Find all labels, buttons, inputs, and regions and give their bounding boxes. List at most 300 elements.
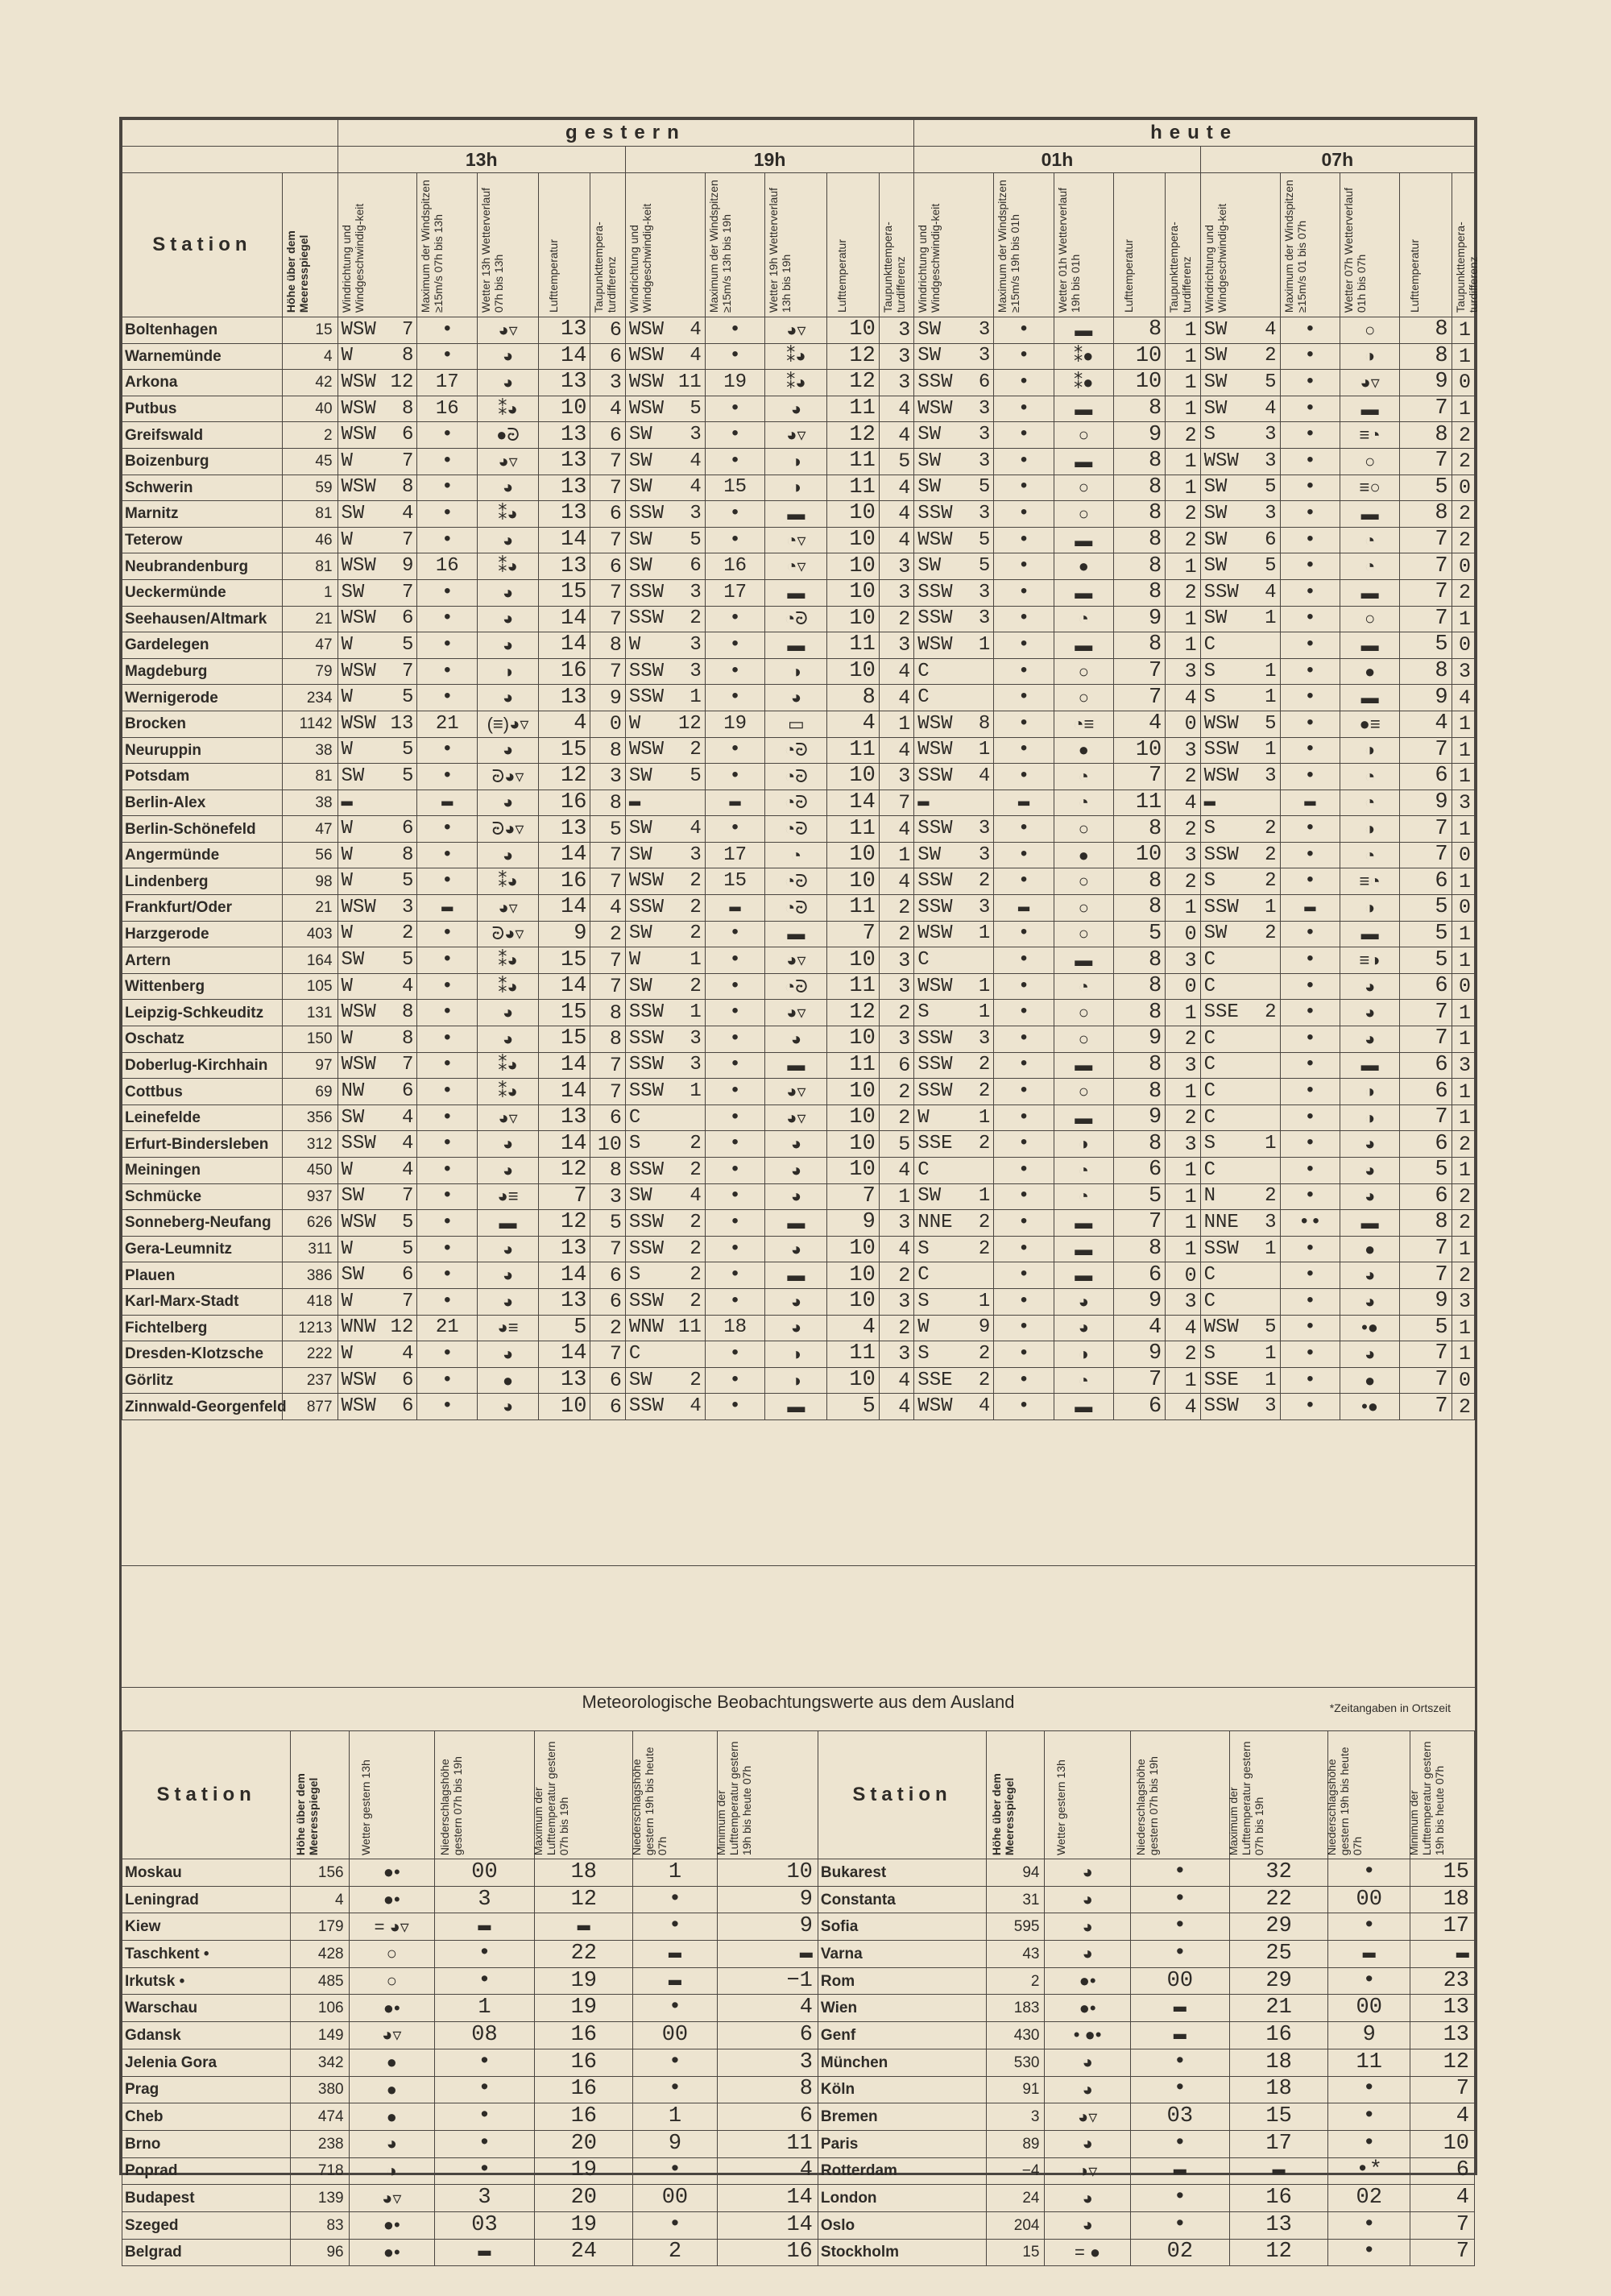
wind-cell — [625, 317, 705, 344]
wind-speed: 8 — [402, 843, 414, 866]
air-temperature: 10 — [1113, 343, 1166, 370]
wind-speed: 3 — [978, 581, 991, 603]
air-temperature: 11 — [827, 1341, 880, 1368]
foreign-row — [122, 1886, 1475, 1913]
dewpoint-diff: 4 — [879, 527, 913, 553]
wind-cell — [914, 1341, 994, 1368]
foreign-weather: ◕ — [1045, 2130, 1130, 2157]
wind-cell — [914, 1052, 994, 1079]
weather-symbol: ▬ — [765, 1394, 827, 1420]
dewpoint-diff: 0 — [1166, 973, 1200, 1000]
station-row — [122, 1183, 1475, 1210]
weather-symbol: ◕▿ — [765, 1000, 827, 1026]
wind-direction: WSW — [917, 633, 953, 656]
wind-direction: SSW — [628, 1001, 665, 1024]
air-temperature: 8 — [1113, 816, 1166, 843]
wind-speed: 4 — [402, 502, 414, 524]
dewpoint-diff: 3 — [1166, 1288, 1200, 1315]
air-temperature: 9 — [1399, 1288, 1452, 1315]
air-temperature: 6 — [1113, 1262, 1166, 1289]
weather-symbol: ◕ — [1340, 1183, 1400, 1210]
wind-speed: 5 — [402, 870, 414, 893]
weather-symbol: ◕ — [1054, 1315, 1113, 1341]
air-temperature: 10 — [538, 396, 590, 422]
air-temperature: 14 — [538, 527, 590, 553]
wind-cell — [1200, 553, 1280, 580]
weather-symbol: ○ — [1054, 1026, 1113, 1053]
station-height: 1 — [282, 579, 338, 606]
wind-cell — [338, 1104, 417, 1131]
wind-cell — [914, 1236, 994, 1262]
air-temperature: 8 — [1113, 501, 1166, 528]
blank-area — [122, 1565, 1475, 1688]
wind-direction: S — [1203, 870, 1216, 893]
wind-speed: 3 — [978, 843, 991, 866]
air-temperature: 6 — [1399, 868, 1452, 895]
dewpoint-diff: 1 — [1452, 343, 1474, 370]
max-gust: • — [705, 1288, 765, 1315]
foreign-station-height: 595 — [987, 1913, 1045, 1941]
wind-cell — [625, 1052, 705, 1079]
precip-day: 03 — [1130, 2103, 1229, 2131]
station-name: Doberlug-Kirchhain — [122, 1052, 283, 1079]
dewpoint-diff: 0 — [1452, 370, 1474, 396]
wind-cell — [914, 1026, 994, 1053]
wind-direction: C — [1203, 975, 1216, 997]
wind-speed: 2 — [978, 1237, 991, 1260]
foreign-weather: ◑ — [349, 2157, 434, 2185]
max-gust: • — [705, 685, 765, 711]
weather-symbol: ◕ — [1340, 973, 1400, 1000]
min-temperature: 9 — [717, 1886, 818, 1913]
wind-speed: 3 — [690, 1054, 702, 1076]
foreign-row — [122, 1941, 1475, 1968]
precip-day: • — [1130, 1913, 1229, 1941]
station-row — [122, 1210, 1475, 1237]
max-gust: 17 — [417, 370, 478, 396]
wind-cell — [338, 895, 417, 922]
dewpoint-diff: 0 — [590, 711, 625, 737]
max-gust: • — [705, 1210, 765, 1237]
max-temperature: 19 — [535, 2211, 633, 2239]
max-gust: 21 — [417, 1315, 478, 1341]
max-gust: ▬ — [417, 895, 478, 922]
wind-header: Windrichtung und Windgeschwindig-keit — [338, 173, 417, 317]
max-gust: • — [1280, 658, 1340, 685]
max-gust: • — [417, 501, 478, 528]
weather-symbol: ⁑◕ — [765, 370, 827, 396]
max-gust: • — [994, 1315, 1054, 1341]
dewpoint-diff: 4 — [590, 895, 625, 922]
max-gust: ▬ — [417, 790, 478, 816]
weather-symbol: ⁑● — [1054, 370, 1113, 396]
max-gust: • — [705, 1158, 765, 1184]
dewpoint-diff: 8 — [590, 1158, 625, 1184]
wind-speed: 3 — [978, 397, 991, 420]
wind-speed: 5 — [690, 765, 702, 787]
weather-symbol: ◕▿ — [478, 895, 539, 922]
weather-symbol: ◕ — [478, 1236, 539, 1262]
precip-night: 00 — [633, 2185, 717, 2212]
max-gust: • — [1280, 947, 1340, 974]
station-name: Meiningen — [122, 1158, 283, 1184]
max-gust: ▬ — [1280, 790, 1340, 816]
fh-ns1: Niederschlagshöhe gestern 07h bis 19h — [1130, 1731, 1229, 1859]
air-temperature: 10 — [827, 317, 880, 344]
dewpoint-diff: 4 — [879, 1158, 913, 1184]
precip-day: 03 — [434, 2211, 534, 2239]
max-gust: • — [1280, 1262, 1340, 1289]
air-temperature: 13 — [538, 1236, 590, 1262]
wind-cell — [625, 1288, 705, 1315]
wind-speed: 4 — [690, 1185, 702, 1208]
wind-cell — [338, 816, 417, 843]
precip-night: 00 — [1328, 1886, 1410, 1913]
air-temperature: 7 — [1399, 1367, 1452, 1394]
station-height: 81 — [282, 501, 338, 528]
air-temperature: 11 — [827, 396, 880, 422]
wind-speed: 12 — [390, 371, 414, 393]
wind-direction: W — [917, 1316, 930, 1339]
air-temperature: 7 — [1399, 396, 1452, 422]
dewpoint-diff: 3 — [879, 579, 913, 606]
station-name: Angermünde — [122, 842, 283, 868]
min-temperature: 7 — [1410, 2076, 1475, 2103]
dewpoint-diff: 4 — [879, 868, 913, 895]
wind-direction: WSW — [628, 397, 665, 420]
wind-direction: WSW — [341, 1054, 376, 1076]
wind-direction: C — [1203, 633, 1216, 656]
dewpoint-diff: 1 — [1166, 1367, 1200, 1394]
dewpoint-diff: 3 — [879, 1288, 913, 1315]
max-gust: 17 — [705, 842, 765, 868]
wind-cell — [914, 1262, 994, 1289]
wind-direction: SW — [341, 1106, 365, 1129]
weather-symbol: ● — [1340, 1236, 1400, 1262]
wind-cell — [1200, 370, 1280, 396]
dewpoint-diff: 3 — [879, 370, 913, 396]
precip-night: • — [633, 2157, 717, 2185]
wind-cell — [914, 317, 994, 344]
air-temperature: 10 — [827, 579, 880, 606]
max-temperature: 16 — [535, 2022, 633, 2049]
wind-direction: ▬ — [341, 791, 353, 814]
weather-symbol: ▬ — [1340, 579, 1400, 606]
wind-cell — [1200, 1367, 1280, 1394]
max-gust: • — [994, 448, 1054, 475]
station-name: Harzgerode — [122, 921, 283, 947]
wind-cell — [914, 1367, 994, 1394]
wind-speed: 6 — [402, 1369, 414, 1391]
wind-direction: C — [917, 1158, 930, 1181]
weather-symbol: ◕ — [765, 1183, 827, 1210]
wind-speed: 2 — [978, 1211, 991, 1233]
wind-direction: SSW — [917, 870, 953, 893]
precip-day: • — [1130, 2185, 1229, 2212]
wind-direction: SW — [628, 975, 652, 997]
wind-direction: SW — [917, 843, 942, 866]
max-gust: • — [705, 606, 765, 632]
dewpoint-diff: 2 — [1166, 422, 1200, 449]
wind-direction: W — [341, 528, 353, 551]
temp-header: Lufttemperatur — [538, 173, 590, 317]
station-row — [122, 370, 1475, 396]
foreign-station-height: 106 — [291, 1995, 349, 2022]
wind-direction: SW — [628, 450, 652, 472]
station-name: Gardelegen — [122, 632, 283, 659]
wind-direction: WSW — [917, 1395, 953, 1418]
max-gust: • — [994, 947, 1054, 974]
wv07-header: Wetter 07h Wetterverlauf 01h bis 07h — [1340, 173, 1400, 317]
min-temperature: 14 — [717, 2185, 818, 2212]
dewpoint-diff: 3 — [1166, 1131, 1200, 1158]
air-temperature: 10 — [827, 1236, 880, 1262]
air-temperature: 8 — [1113, 317, 1166, 344]
max-gust: • — [994, 1026, 1054, 1053]
wind-direction: SW — [341, 1264, 365, 1287]
max-gust: 16 — [417, 553, 478, 580]
wind-speed: 3 — [978, 502, 991, 524]
wind-direction: SSW — [1203, 581, 1239, 603]
max-gust: • — [1280, 868, 1340, 895]
wind-speed: 4 — [1265, 318, 1277, 341]
weather-symbol: ◕ — [765, 685, 827, 711]
wind-direction: W — [341, 870, 353, 893]
dewpoint-diff: 4 — [879, 685, 913, 711]
weather-symbol: ▭ — [765, 711, 827, 737]
wind-speed: 3 — [690, 660, 702, 682]
max-gust: • — [1280, 632, 1340, 659]
weather-symbol: ● — [478, 1367, 539, 1394]
dewpoint-diff: 1 — [1166, 553, 1200, 580]
station-row — [122, 579, 1475, 606]
max-temperature: 19 — [535, 2157, 633, 2185]
weather-symbol: ◕≡ — [478, 1315, 539, 1341]
fh-height: Höhe über dem Meeresspiegel — [987, 1731, 1045, 1859]
foreign-station-height: 15 — [987, 2239, 1045, 2266]
station-row — [122, 1341, 1475, 1368]
precip-night: 1 — [633, 1859, 717, 1887]
weather-symbol: ▬ — [1340, 632, 1400, 659]
weather-symbol: ◔ᘒ — [765, 895, 827, 922]
wind-direction: WSW — [917, 712, 953, 735]
wind-cell — [1200, 448, 1280, 475]
min-temperature: 9 — [717, 1913, 818, 1941]
dewpoint-diff: 4 — [879, 1367, 913, 1394]
wind-speed: 3 — [690, 581, 702, 603]
weather-symbol: ◔ — [1340, 790, 1400, 816]
air-temperature: 8 — [1113, 1131, 1166, 1158]
wind-direction: SSW — [341, 1133, 376, 1155]
wind-cell — [914, 764, 994, 790]
weather-symbol: ◕ — [478, 475, 539, 501]
station-height: 97 — [282, 1052, 338, 1079]
wind-direction: SSW — [628, 1395, 665, 1418]
max-gust: • — [1280, 527, 1340, 553]
wind-cell — [1200, 579, 1280, 606]
wind-direction: C — [1203, 1290, 1216, 1312]
wind-speed: 3 — [690, 633, 702, 656]
station-height: 81 — [282, 553, 338, 580]
dewpoint-diff: 6 — [590, 1288, 625, 1315]
dewpoint-diff: 2 — [879, 1104, 913, 1131]
foreign-weather: ●• — [349, 2239, 434, 2266]
station-row — [122, 1367, 1475, 1394]
wind-speed: 3 — [978, 1027, 991, 1050]
dewpoint-diff: 6 — [879, 1052, 913, 1079]
wind-speed: 2 — [690, 739, 702, 761]
weather-symbol: ◔ — [1054, 1367, 1113, 1394]
dewpoint-diff: 1 — [879, 1183, 913, 1210]
max-temperature: 17 — [1230, 2130, 1328, 2157]
air-temperature: 6 — [1399, 764, 1452, 790]
station-height: 164 — [282, 947, 338, 974]
taup-header: Taupunkttempera-turdifferenz — [879, 173, 913, 317]
weather-symbol: ◔ — [1054, 790, 1113, 816]
dewpoint-diff: 4 — [1166, 790, 1200, 816]
foreign-station-height: 43 — [987, 1941, 1045, 1968]
station-height: 311 — [282, 1236, 338, 1262]
air-temperature: 8 — [1399, 317, 1452, 344]
station-name: Neuruppin — [122, 737, 283, 764]
wind-direction: WSW — [341, 660, 376, 682]
dewpoint-diff: 2 — [590, 921, 625, 947]
wind-cell — [625, 921, 705, 947]
wind-speed: 5 — [402, 765, 414, 787]
max-gust: • — [994, 1052, 1054, 1079]
wind-direction: WSW — [1203, 1316, 1239, 1339]
wind-cell — [338, 1052, 417, 1079]
air-temperature: 7 — [1399, 1026, 1452, 1053]
wind-cell — [914, 685, 994, 711]
weather-symbol: ◔▿ — [765, 553, 827, 580]
wind-direction: S — [1203, 1133, 1216, 1155]
weather-symbol: •● — [1340, 1315, 1400, 1341]
foreign-station-name: Poprad — [122, 2157, 291, 2185]
wind-direction: WSW — [917, 739, 953, 761]
wind-speed: 2 — [690, 1211, 702, 1233]
weather-symbol: ▬ — [1054, 1236, 1113, 1262]
weather-symbol: ▬ — [1340, 685, 1400, 711]
weather-symbol: ◕ — [1340, 1158, 1400, 1184]
station-height: 1142 — [282, 711, 338, 737]
precip-day: • — [434, 2049, 534, 2076]
wind-cell — [625, 895, 705, 922]
max-temperature: 18 — [535, 1859, 633, 1887]
weather-symbol: ◕ — [478, 579, 539, 606]
air-temperature: 6 — [1113, 1158, 1166, 1184]
precip-day: • — [434, 1941, 534, 1968]
air-temperature: 7 — [1113, 1367, 1166, 1394]
taup-header: Taupunkttempera-turdifferenz — [1166, 173, 1200, 317]
weather-symbol: ○ — [1054, 816, 1113, 843]
weather-symbol: ◕ — [478, 370, 539, 396]
air-temperature: 8 — [1113, 553, 1166, 580]
wind-cell — [625, 343, 705, 370]
air-temperature: 8 — [827, 685, 880, 711]
wind-direction: WSW — [341, 1395, 376, 1418]
station-row — [122, 1262, 1475, 1289]
max-temperature: 21 — [1230, 1995, 1328, 2022]
min-temperature: 10 — [717, 1859, 818, 1887]
wind-direction: W — [341, 1290, 353, 1312]
foreign-station-height: 428 — [291, 1941, 349, 1968]
wind-cell — [625, 1210, 705, 1237]
station-height: 79 — [282, 658, 338, 685]
air-temperature: 13 — [538, 448, 590, 475]
wind-direction: SSW — [917, 818, 953, 840]
weather-symbol: ◑ — [1340, 895, 1400, 922]
dewpoint-diff: 3 — [879, 1210, 913, 1237]
weather-symbol: ◑ — [1054, 1341, 1113, 1368]
weather-symbol: ◔ — [1054, 764, 1113, 790]
max-gust: • — [417, 475, 478, 501]
wind-cell — [625, 1131, 705, 1158]
dewpoint-diff: 6 — [590, 422, 625, 449]
weather-symbol: ◕ — [765, 1315, 827, 1341]
wind-cell — [1200, 1183, 1280, 1210]
wind-speed: 1 — [1265, 896, 1277, 918]
air-temperature: 7 — [1399, 1000, 1452, 1026]
foreign-weather: ◕ — [1045, 1859, 1130, 1887]
precip-night: • — [633, 1995, 717, 2022]
wind-speed: 1 — [690, 1080, 702, 1103]
wind-header: Windrichtung und Windgeschwindig-keit — [914, 173, 994, 317]
air-temperature: 6 — [1399, 1052, 1452, 1079]
wind-speed: 2 — [1265, 843, 1277, 866]
wind-direction: SSW — [628, 581, 665, 603]
wind-direction: W — [341, 633, 353, 656]
wind-speed: 4 — [690, 450, 702, 472]
dewpoint-diff: 7 — [590, 1052, 625, 1079]
foreign-station-height: 94 — [987, 1859, 1045, 1887]
station-name: Warnemünde — [122, 343, 283, 370]
dewpoint-diff: 3 — [1166, 658, 1200, 685]
max-gust: • — [994, 1104, 1054, 1131]
wind-speed: 4 — [402, 1158, 414, 1181]
dewpoint-diff: 9 — [590, 685, 625, 711]
wind-cell — [625, 475, 705, 501]
weather-symbol: ○ — [1054, 895, 1113, 922]
air-temperature: 5 — [1399, 632, 1452, 659]
wind-direction: SW — [628, 528, 652, 551]
precip-day: ▬ — [1130, 1995, 1229, 2022]
wind-speed: 8 — [402, 1027, 414, 1050]
dewpoint-diff: 6 — [590, 553, 625, 580]
max-temperature: 20 — [535, 2130, 633, 2157]
dewpoint-diff: 3 — [1166, 1052, 1200, 1079]
weather-symbol: ◕ — [765, 1236, 827, 1262]
dewpoint-diff: 1 — [1452, 317, 1474, 344]
air-temperature: 5 — [538, 1315, 590, 1341]
max19-header: Maximum der Windspitzen ≥15m/s 13h bis 19h — [705, 173, 765, 317]
wind-direction: WSW — [341, 607, 376, 630]
max-gust: • — [994, 868, 1054, 895]
weather-symbol: ○ — [1054, 1079, 1113, 1105]
taup-header: Taupunkttempera-turdifferenz — [1452, 173, 1474, 317]
station-height: 626 — [282, 1210, 338, 1237]
station-name: Wernigerode — [122, 685, 283, 711]
min-temperature: 7 — [1410, 2211, 1475, 2239]
station-row — [122, 1079, 1475, 1105]
min-temperature: 6 — [717, 2103, 818, 2131]
fh-max: Maximum der Lufttemperatur gestern 07h bis 19h — [1230, 1731, 1328, 1859]
station-height: 47 — [282, 816, 338, 843]
foreign-weather: ◕ — [1045, 2185, 1130, 2212]
wind-direction: SW — [628, 1185, 652, 1208]
wind-speed: 1 — [690, 686, 702, 709]
weather-symbol: ◕ — [765, 396, 827, 422]
